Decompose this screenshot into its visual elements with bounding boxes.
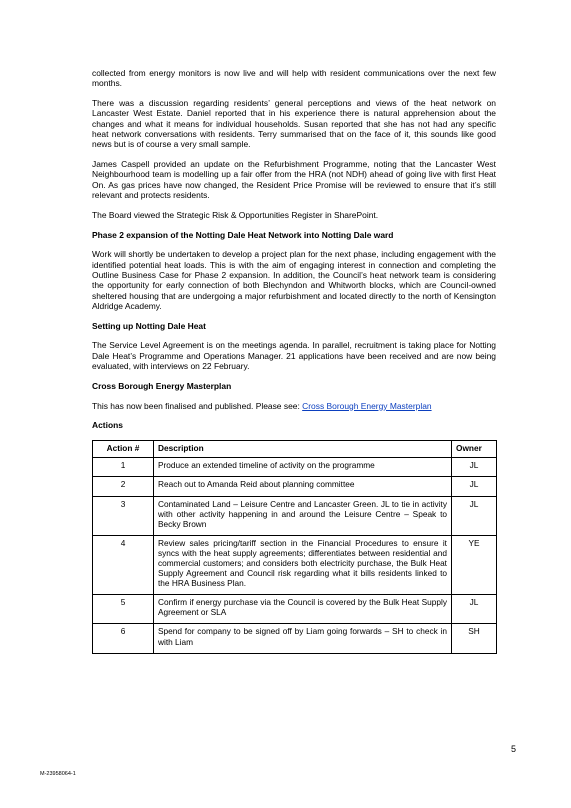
paragraph-energy-monitors: collected from energy monitors is now live and will help with resident communications over the next few months. [92,68,496,89]
paragraph-resident-perceptions: There was a discussion regarding residents’ general perceptions and views of the heat network on Lancaster West Estate. Daniel reported that in his experience there is natural apprehension about the changes and what it means for individual households. Susan reported that she has not had any specific heat network conversations with residents. Terry summarised that on the face of it, this sounds like good news but is of course a very small sample. [92,98,496,150]
paragraph-risk-register: The Board viewed the Strategic Risk & Opportunities Register in SharePoint. [92,209,379,220]
action-description: Spend for company to be signed off by Liam going forwards – SH to check in with Liam [154,624,452,653]
masterplan-text: This has now been finalised and published. Please see: [92,400,303,411]
actions-table [92,440,497,653]
table-row [93,496,497,535]
heading-phase2-expansion: Phase 2 expansion of the Notting Dale Heat Network into Notting Dale ward [92,229,394,240]
action-owner: JL [452,458,497,477]
document-reference: M-23958064-1 [40,771,76,777]
table-header-row [93,441,497,458]
action-number: 5 [93,595,154,624]
header-description: Description [154,441,452,458]
masterplan-link[interactable]: Cross Borough Energy Masterplan [302,400,432,411]
action-number: 6 [93,624,154,653]
action-owner: JL [452,477,497,496]
page-number: 5 [511,744,517,754]
action-number: 2 [93,477,154,496]
action-owner: YE [452,535,497,594]
table-row [93,458,497,477]
action-description: Produce an extended timeline of activity on the programme [154,458,452,477]
header-owner: Owner [452,441,497,458]
action-description: Reach out to Amanda Reid about planning committee [154,477,452,496]
action-description: Confirm if energy purchase via the Council is covered by the Bulk Heat Supply Agreement or SLA [154,595,452,624]
action-description: Contaminated Land – Leisure Centre and Lancaster Green. JL to tie in activity with other activity happening in and around the Leisure Centre – Speak to Becky Brown [154,496,452,535]
heading-actions: Actions [92,420,123,431]
action-owner: JL [452,496,497,535]
header-action-number: Action # [93,441,154,458]
paragraph-phase2-plan: Work will shortly be undertaken to develop a project plan for the next phase, including engagement with the identified potential heat loads. This is with the aim of engaging interest in connection and completing the Outline Business Case for Phase 2 expansion. In addition, the Council’s heat network team is considering the opportunity for early connection of both Blechyndon and Whitworth blocks, which are Council-owned sheltered housing that are undergoing a major refurbishment and located directly to the north of Kensington Aldridge Academy. [92,249,496,311]
paragraph-refurbishment-update: James Caspell provided an update on the Refurbishment Programme, noting that the Lancaster West Neighbourhood team is modelling up a fair offer from the HRA (not NDH) ahead of going live with first Heat On. As gas prices have now changed, the Resident Price Promise will be reviewed to ensure that it’s still relevant and protects residents. [92,159,496,200]
action-owner: JL [452,595,497,624]
heading-cross-borough: Cross Borough Energy Masterplan [92,380,232,391]
action-description: Review sales pricing/tariff section in the Financial Procedures to ensure it syncs with the heat supply agreements; differentiates between residential and commercial customers; and considers both electricity purchase, the Bulk Heat Supply Agreement and Council risk regarding what it bills residents linked to the HRA Business Plan. [154,535,452,594]
action-number: 4 [93,535,154,594]
heading-setting-up: Setting up Notting Dale Heat [92,320,206,331]
table-row [93,595,497,624]
document-body [92,68,496,654]
paragraph-masterplan [92,401,496,411]
table-row [93,535,497,594]
table-row [93,624,497,653]
table-row [93,477,497,496]
paragraph-service-level: The Service Level Agreement is on the meetings agenda. In parallel, recruitment is taking place for Notting Dale Heat’s Programme and Operations Manager. 21 applications have been received and are now being evaluated, with interviews on 22 February. [92,340,496,372]
action-number: 3 [93,496,154,535]
action-number: 1 [93,458,154,477]
action-owner: SH [452,624,497,653]
